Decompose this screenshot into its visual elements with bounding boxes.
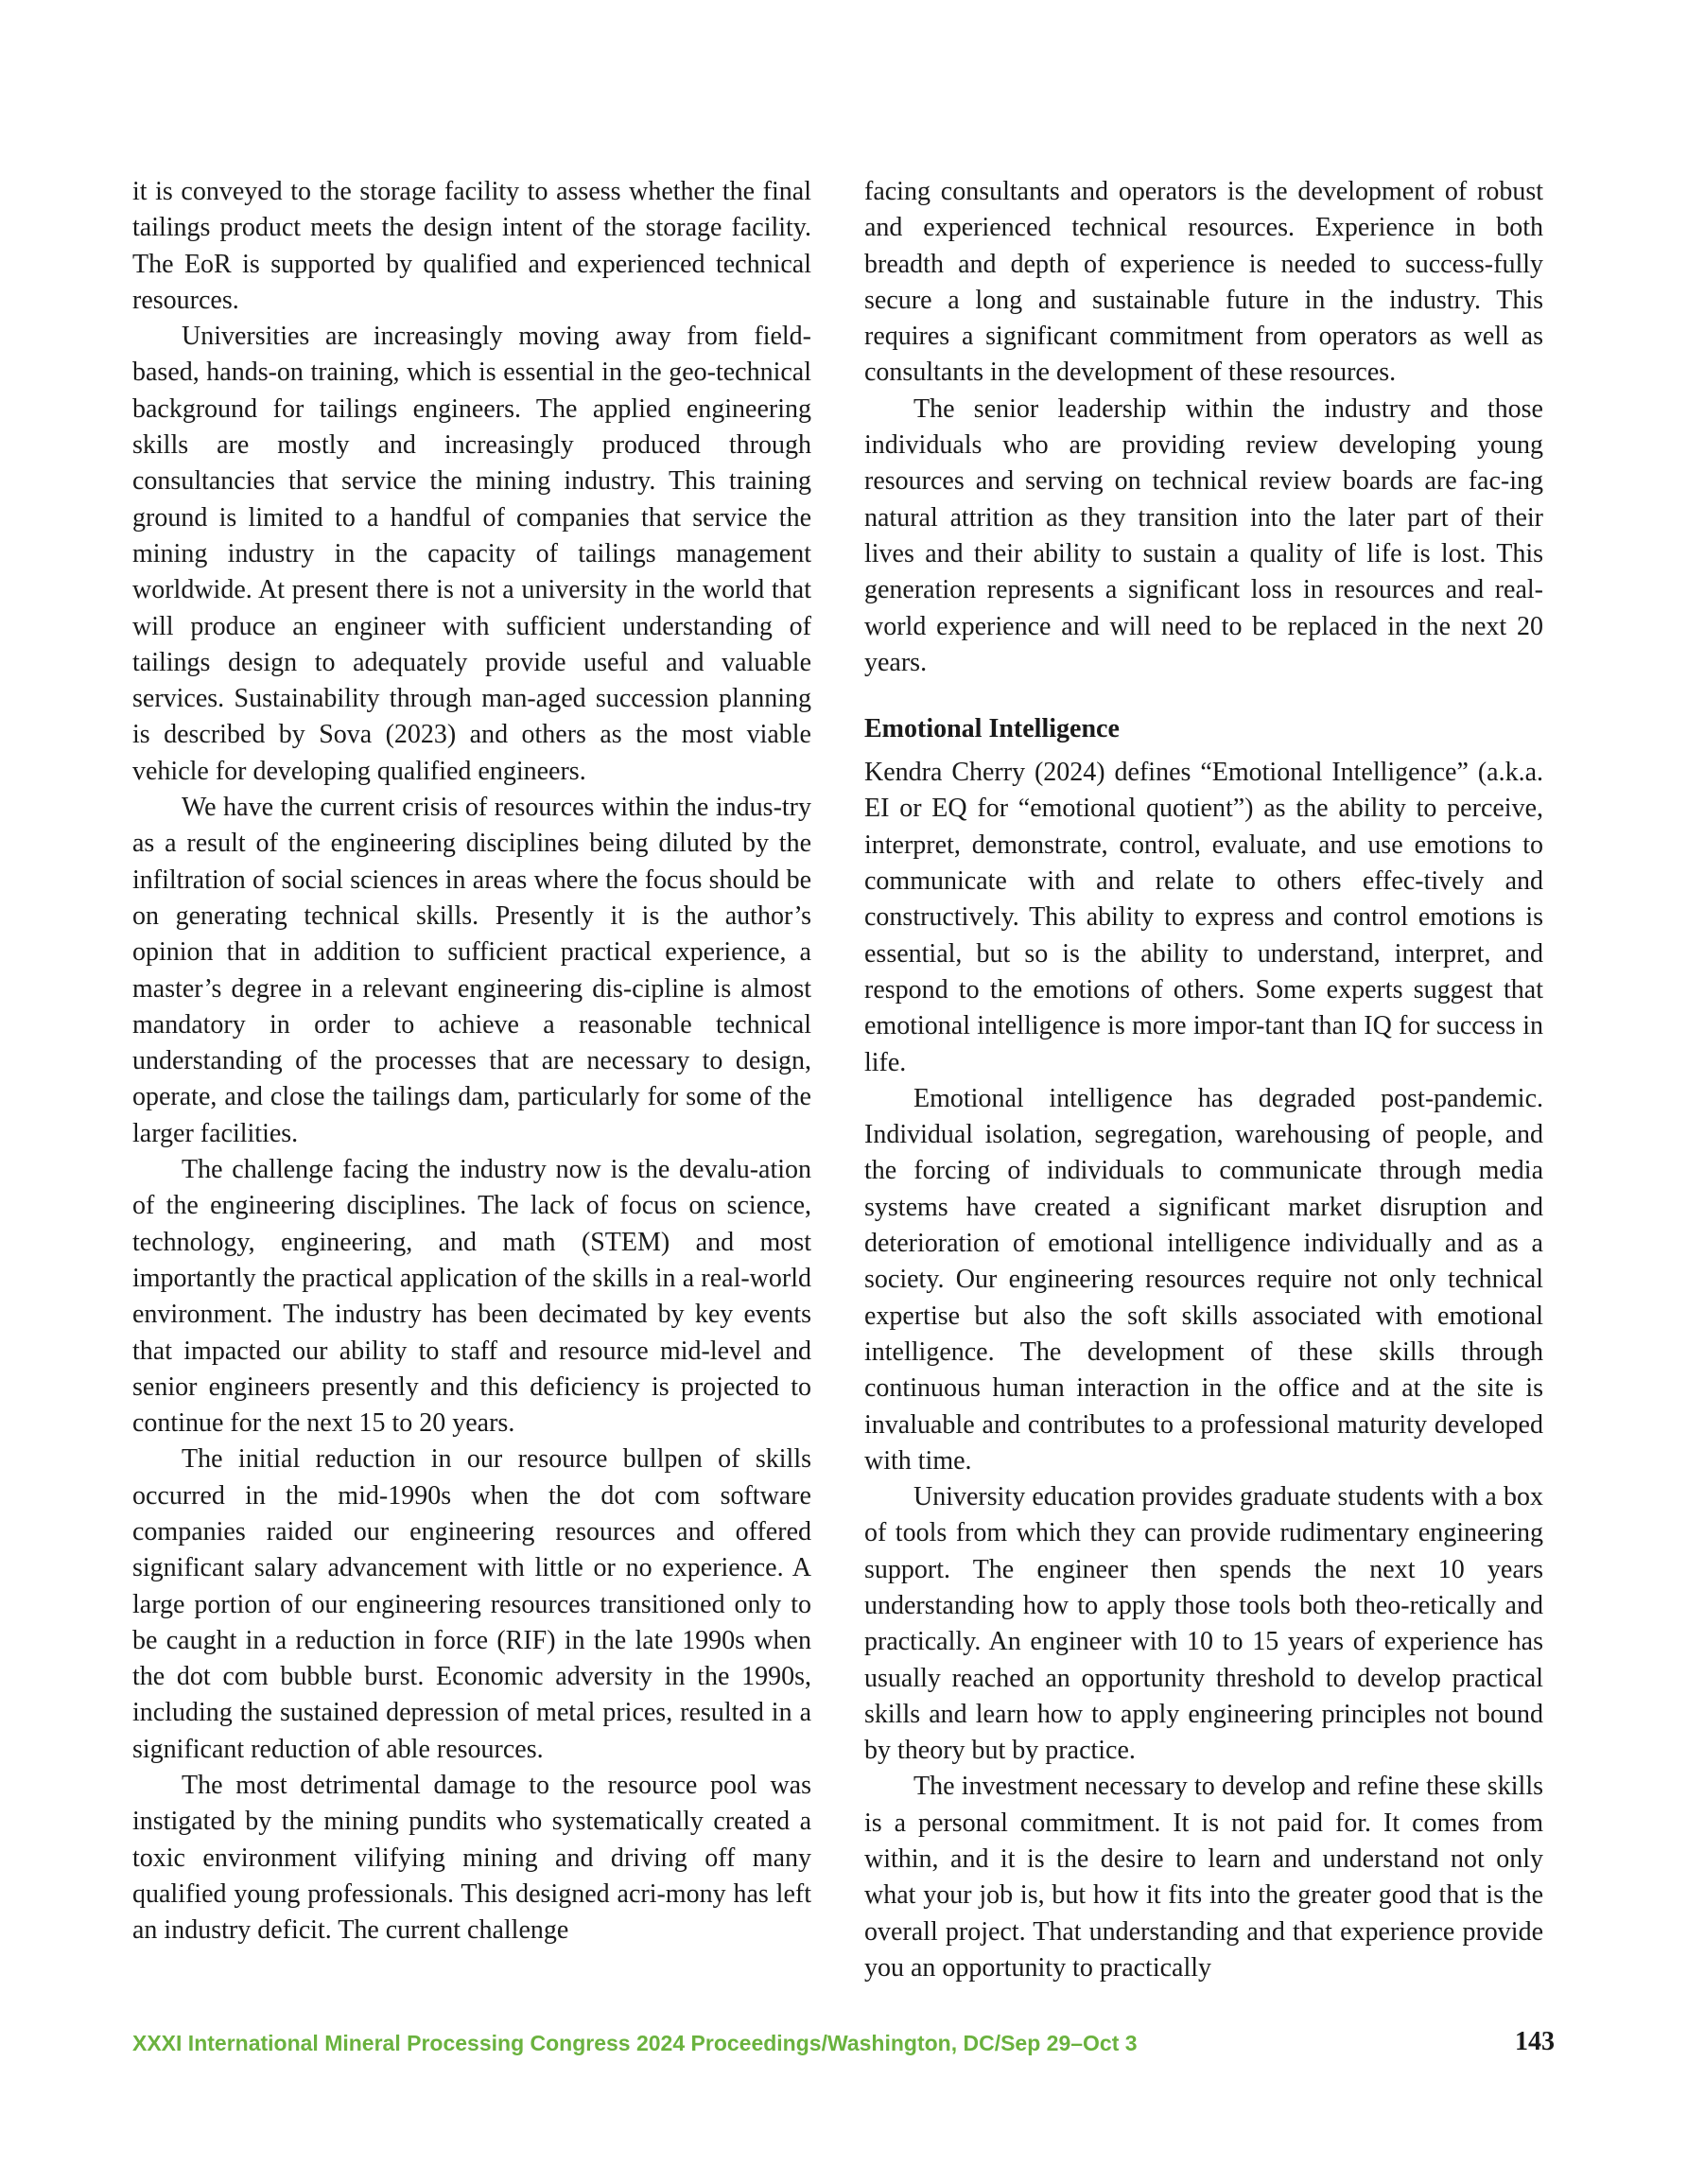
body-paragraph: The challenge facing the industry now is the devalu-ation of the engineering disciplines. The lack of focus on science, technology, engineering, and math (STEM) and most importantly the practical application of the skills in a real-world environment. The industry has been decimated by key events that impacted our ability to staff and resource mid-level and senior engineers presently and this deficiency is projected to continue for the next 15 to 20 years. [132,1155,811,1439]
body-paragraph: Universities are increasingly moving away from field-based, hands-on training, which is essential in the geo-technical background for tailings engineers. The applied engineering skills are mostly and increasingly produced through consultancies that service the mining industry. This training ground is limited to a handful of companies that service the mining industry in the capacity of tailings management worldwide. At present there is not a university in the world that will produce an engineer with sufficient understanding of tailings design to adequately provide useful and valuable services. Sustainability through man-aged succession planning is described by Sova (2023) and others as the most viable vehicle for developing qualified engineers. [132,322,811,786]
footer-proceedings-title: XXXI International Mineral Processing Congress 2024 Proceedings/Washington, DC/Sep 29–Oct 3 [132,2031,1138,2055]
body-paragraph: The initial reduction in our resource bullpen of skills occurred in the mid-1990s when the dot com software companies raided our engineering resources and offered significant salary advancement with little or no experience. A large portion of our engineering resources transitioned only to be caught in a reduction in force (RIF) in the late 1990s when the dot com bubble burst. Economic adversity in the 1990s, including the sustained depression of metal prices, resulted in a significant reduction of able resources. [132,1444,811,1764]
right-column [864,174,1543,1986]
body-paragraph: facing consultants and operators is the development of robust and experienced technical resources. Experience in both breadth and depth of experience is needed to success-fully secure a long and sustainable future in the industry. This requires a significant commitment from operators as well as consultants in the development of these resources. [864,177,1543,388]
body-paragraph: University education provides graduate students with a box of tools from which they can provide rudimentary engineering support. The engineer then spends the next 10 years understanding how to apply those tools both theo-retically and practically. An engineer with 10 to 15 years of experience has usually reached an opportunity threshold to develop practical skills and learn how to apply engineering principles not bound by theory but by practice. [864,1482,1543,1766]
page-number: 143 [1515,2027,1555,2056]
body-paragraph: Emotional intelligence has degraded post-pandemic. Individual isolation, segregation, warehousing of people, and the forcing of individuals to communicate through media systems have created a significant market disruption and deterioration of emotional intelligence individually and as a society. Our engineering resources require not only technical expertise but also the soft skills associated with emotional intelligence. The development of these skills through continuous human interaction in the office and at the site is invaluable and contributes to a professional maturity developed with time. [864,1083,1543,1476]
body-paragraph: it is conveyed to the storage facility to assess whether the final tailings product meets the design intent of the storage facility. The EoR is supported by qualified and experienced technical resources. [132,177,811,315]
section-heading: Emotional Intelligence [864,714,1120,744]
body-paragraph: The most detrimental damage to the resource pool was instigated by the mining pundits who systematically created a toxic environment vilifying mining and driving off many qualified young professionals. This designed acri-mony has left an industry deficit. The current challenge [132,1771,811,1946]
body-paragraph: We have the current crisis of resources within the indus-try as a result of the engineering disciplines being diluted by the infiltration of social sciences in areas where the focus should be on generating technical skills. Presently it is the author’s opinion that in addition to sufficient practical experience, a master’s degree in a relevant engineering dis-cipline is almost mandatory in order to achieve a reasonable technical understanding of the processes that are necessary to design, operate, and close the tailings dam, particularly for some of the larger facilities. [132,793,811,1148]
body-paragraph: Kendra Cherry (2024) defines “Emotional Intelligence” (a.k.a. EI or EQ for “emotional quotient”) as the ability to perceive, interpret, demonstrate, control, evaluate, and use emotions to communicate with and relate to others effec-tively and constructively. This ability to express and control emotions is essential, but so is the ability to understand, interpret, and respond to the emotions of others. Some experts suggest that emotional intelligence is more impor-tant than IQ for success in life. [864,758,1543,1077]
body-paragraph: The investment necessary to develop and refine these skills is a personal commitment. It is not paid for. It comes from within, and it is the desire to learn and understand not only what your job is, but how it fits into the greater good that is the overall project. That understanding and that experience provide you an opportunity to practically [864,1772,1543,1983]
body-paragraph: The senior leadership within the industry and those individuals who are providing review developing young resources and serving on technical review boards are fac-ing natural attrition as they transition into the later part of their lives and their ability to sustain a quality of life is lost. This generation represents a significant loss in resources and real-world experience and will need to be replaced in the next 20 years. [864,393,1543,677]
left-column [132,174,811,1949]
